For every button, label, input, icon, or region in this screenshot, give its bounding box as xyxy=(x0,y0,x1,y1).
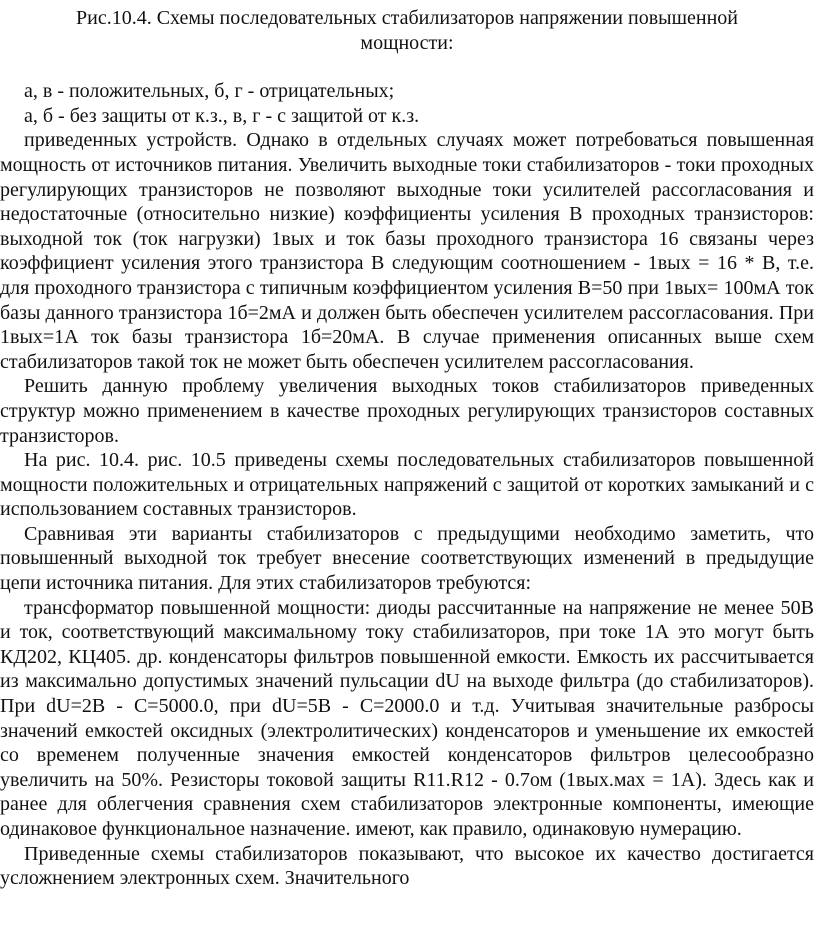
body-paragraph: Сравнивая эти варианты стабилизаторов с предыдущими необходимо заметить, что повышенный выходной ток требует внесение соответствующих изменений в предыдущие цепи источника питания. Для этих стабилизаторов требуются: xyxy=(0,522,814,595)
body-paragraph: На рис. 10.4. рис. 10.5 приведены схемы последовательных стабилизаторов повышенной мощности положительных и отрицательных напряжений с защитой от коротких замыканий и с использованием составных транзисторов. xyxy=(0,449,814,521)
figure-legend-line: а, в - положительных, б, г - отрицательных; xyxy=(24,80,395,103)
figure-legend-line: а, б - без защиты от к.з., в, г - с защитой от к.з. xyxy=(24,104,420,127)
body-paragraph: Приведенные схемы стабилизаторов показывают, что высокое их качество достигается усложнением электронных схем. Значительного xyxy=(0,842,814,890)
body-paragraph: приведенных устройств. Однако в отдельных случаях может потребоваться повышенная мощность от источников питания. Увеличить выходные токи стабилизаторов - токи проходных регулирующих транзисторов не позволяют выходные токи усилителей рассогласования и недостаточные (относительно низкие) коэффициенты усиления B проходных транзисторов: выходной ток (ток нагрузки) 1вых и ток базы проходного транзистора 16 связаны через коэффициент усиления этого транзистора B следующим соотношением - 1вых = 16 * B, т.е. для проходного транзистора с типичным коэффициентом усиления B=50 при 1вых= 100мА ток базы данного транзистора 1б=2мА и должен быть обеспечен усилителем рассогласования. При 1вых=1А ток базы транзистора 1б=20мА. В случае применения описанных выше схем стабилизаторов такой ток не может быть обеспечен усилителем рассогласования. xyxy=(0,129,814,373)
body-paragraph: Решить данную проблему увеличения выходных токов стабилизаторов приведенных структур можно применением в качестве проходных регулирующих транзисторов составных транзисторов. xyxy=(0,375,814,447)
body-paragraph: трансформатор повышенной мощности: диоды рассчитанные на напряжение не менее 50В и ток, соответствующий максимальному току стабилизаторов, при токе 1А это могут быть КД202, КЦ405. др. конденсаторы фильтров повышенной емкости. Емкость их рассчитывается из максимально допустимых значений пульсации dU на выходе фильтра (до стабилизаторов). При dU=2В - С=5000.0, при dU=5В - С=2000.0 и т.д. Учитывая значительные разбросы значений емкостей оксидных (электролитических) конденсаторов и уменьшение их емкостей со временем полученные значения емкостей конденсаторов фильтров целесообразно увеличить на 50%. Резисторы токовой защиты R11.R12 - 0.7ом (1вых.мах = 1А). Здесь как и ранее для облегчения сравнения схем стабилизаторов электронные компоненты, имеющие одинаковое функциональное назначение. имеют, как правило, одинаковую нумерацию. xyxy=(0,596,814,840)
figure-caption: Рис.10.4. Схемы последовательных стабилизаторов напряжении повышенной мощности: xyxy=(76,7,738,54)
